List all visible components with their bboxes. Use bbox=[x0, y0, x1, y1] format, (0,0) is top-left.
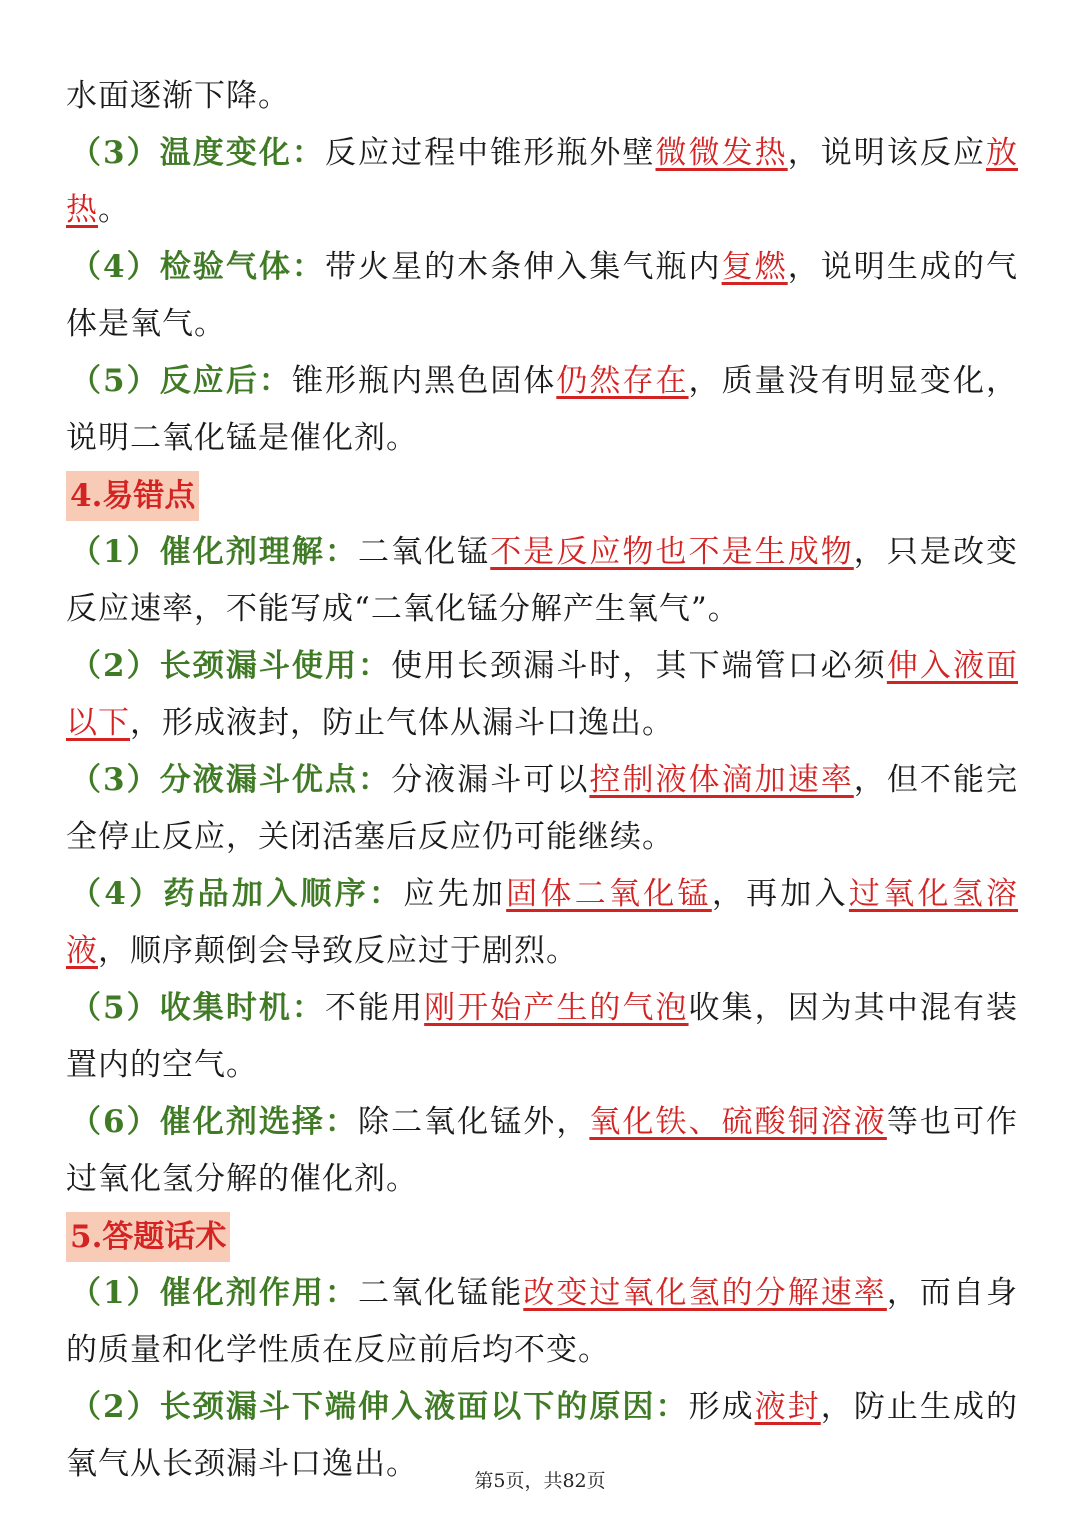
list-item bbox=[66, 1094, 1018, 1208]
body-text: 带火星的木条伸入集气瓶内 bbox=[324, 249, 722, 285]
key-point: 过氧化氢溶液 bbox=[66, 876, 1019, 969]
item-label: （4）检验气体： bbox=[70, 249, 325, 285]
section-heading: 4.易错点 bbox=[66, 471, 199, 521]
key-point: 不是反应物也不是生成物 bbox=[490, 534, 854, 570]
list-item bbox=[66, 1265, 1018, 1379]
body-text: ，说明生成的气体是氧气。 bbox=[66, 249, 1019, 342]
list-item bbox=[66, 866, 1018, 980]
key-point: 仍然存在 bbox=[556, 363, 689, 399]
key-point: 固体二氧化锰 bbox=[506, 876, 712, 912]
body-text: 除二氧化锰外， bbox=[358, 1104, 590, 1140]
item-label: （3）分液漏斗优点： bbox=[70, 762, 392, 798]
item-label: （2）长颈漏斗下端伸入液面以下的原因： bbox=[70, 1389, 689, 1425]
body-text: ，顺序颠倒会导致反应过于剧烈。 bbox=[98, 933, 578, 969]
item-label: （5）反应后： bbox=[70, 363, 292, 399]
body-text: 形成 bbox=[688, 1389, 755, 1425]
item-label: （1）催化剂理解： bbox=[70, 534, 359, 570]
key-point: 氧化铁、硫酸铜溶液 bbox=[589, 1104, 887, 1140]
page-footer: 第5页，共82页 bbox=[474, 1470, 606, 1492]
list-item bbox=[66, 524, 1018, 638]
key-point: 放热 bbox=[66, 135, 1019, 228]
list-item bbox=[66, 638, 1018, 752]
body-text: ，而自身的质量和化学性质在反应前后均不变。 bbox=[66, 1275, 1019, 1368]
body-text: 二氧化锰能 bbox=[358, 1275, 524, 1311]
list-item bbox=[66, 239, 1018, 353]
body-text: ，质量没有明显变化，说明二氧化锰是催化剂。 bbox=[66, 363, 1019, 456]
key-point: 控制液体滴加速率 bbox=[589, 762, 854, 798]
item-label: （1）催化剂作用： bbox=[70, 1275, 359, 1311]
body-text: ，再加入 bbox=[711, 876, 849, 912]
key-point: 刚开始产生的气泡 bbox=[424, 990, 689, 1026]
item-label: （5）收集时机： bbox=[70, 990, 325, 1026]
paragraph bbox=[66, 68, 1018, 125]
document-body bbox=[66, 68, 1018, 1493]
body-text: 二氧化锰 bbox=[358, 534, 491, 570]
body-text: ，形成液封，防止气体从漏斗口逸出。 bbox=[130, 705, 674, 741]
body-text: 水面逐渐下降。 bbox=[66, 78, 290, 114]
body-text: ，说明该反应 bbox=[787, 135, 987, 171]
list-item bbox=[66, 980, 1018, 1094]
item-label: （6）催化剂选择： bbox=[70, 1104, 359, 1140]
list-item bbox=[66, 125, 1018, 239]
body-text: 使用长颈漏斗时，其下端管口必须 bbox=[391, 648, 887, 684]
item-label: （4）药品加入顺序： bbox=[70, 876, 404, 912]
section-heading: 5.答题话术 bbox=[66, 1212, 230, 1262]
key-point: 复燃 bbox=[721, 249, 788, 285]
body-text: 等也可作过氧化氢分解的催化剂。 bbox=[66, 1104, 1019, 1197]
body-text: 锥形瓶内黑色固体 bbox=[291, 363, 557, 399]
list-item bbox=[66, 752, 1018, 866]
body-text: 。 bbox=[98, 192, 130, 228]
body-text: ，防止生成的氧气从长颈漏斗口逸出。 bbox=[66, 1389, 1019, 1482]
list-item bbox=[66, 353, 1018, 467]
item-label: （2）长颈漏斗使用： bbox=[70, 648, 392, 684]
body-text: ，但不能完全停止反应，关闭活塞后反应仍可能继续。 bbox=[66, 762, 1018, 855]
body-text: 分液漏斗可以 bbox=[391, 762, 590, 798]
key-point: 液封 bbox=[754, 1389, 821, 1425]
key-point: 微微发热 bbox=[655, 135, 788, 171]
section-heading-wrapper bbox=[66, 1208, 1018, 1265]
body-text: 不能用 bbox=[324, 990, 425, 1026]
section-heading-wrapper bbox=[66, 467, 1018, 524]
body-text: ，只是改变反应速率，不能写成“二氧化锰分解产生氧气”。 bbox=[66, 534, 1018, 627]
item-label: （3）温度变化： bbox=[70, 135, 325, 171]
body-text: 反应过程中锥形瓶外壁 bbox=[324, 135, 656, 171]
body-text: 收集，因为其中混有装置内的空气。 bbox=[66, 990, 1019, 1083]
key-point: 伸入液面以下 bbox=[66, 648, 1018, 741]
key-point: 改变过氧化氢的分解速率 bbox=[523, 1275, 887, 1311]
body-text: 应先加 bbox=[403, 876, 507, 912]
